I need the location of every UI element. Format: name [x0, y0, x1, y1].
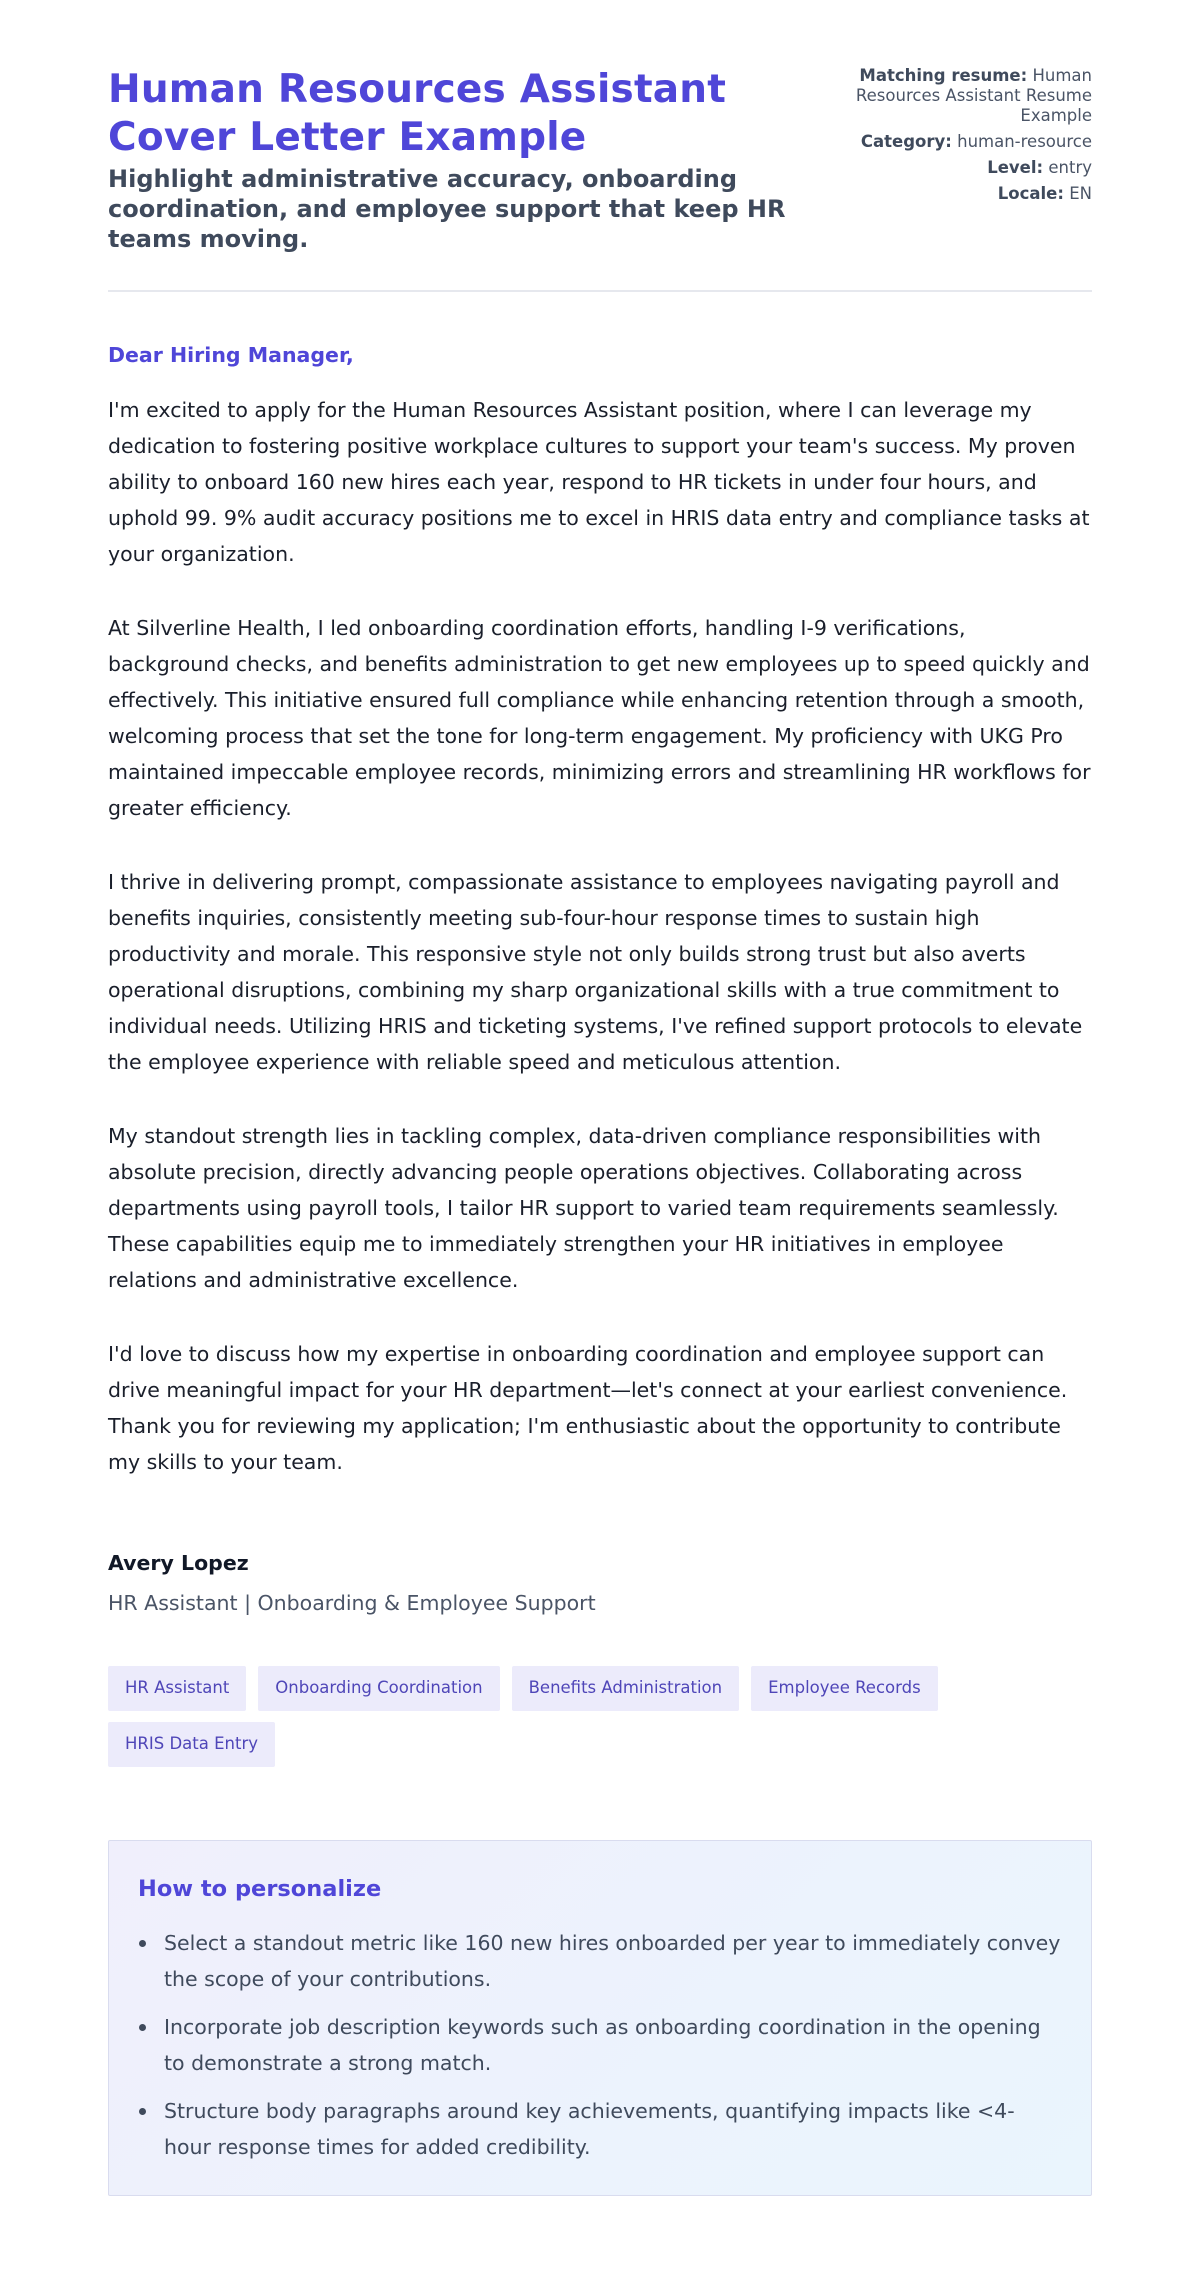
- bullet-icon: [139, 2024, 146, 2031]
- letter-paragraph: I'm excited to apply for the Human Resources Assistant position, where I can leverage my dedication to fostering positive workplace cultures to support your team's success. My proven ability to onboard 160 new hires each year, respond to HR tickets in under four hours, and uphold 99. 9% audit accuracy positions me to excel in HRIS data entry and compliance tasks at your organization.: [108, 398, 1090, 566]
- meta-matching-resume: [832, 66, 1092, 126]
- tip-item: [138, 1925, 1061, 1997]
- meta-category: [832, 132, 1092, 152]
- letter-paragraph: I'd love to discuss how my expertise in onboarding coordination and employee support can drive meaningful impact for your HR department—let's connect at your earliest convenience. Thank you for reviewing my application; I'm enthusiastic about the opportunity to contribute my skills to your team.: [108, 1342, 1068, 1474]
- personalize-panel: [108, 1840, 1092, 2196]
- meta-key: Level:: [987, 158, 1044, 177]
- meta-key: Matching resume:: [859, 66, 1028, 85]
- skill-tag: HR Assistant: [108, 1666, 246, 1711]
- letter: [108, 342, 1092, 1616]
- cover-letter-page: [108, 0, 1092, 2264]
- skill-tag: HRIS Data Entry: [108, 1722, 275, 1767]
- bullet-icon: [139, 2108, 146, 2115]
- page-header: [108, 66, 1092, 292]
- meta-locale: [832, 184, 1092, 204]
- letter-greeting: Dear Hiring Manager,: [108, 343, 354, 367]
- meta-value: entry: [1048, 158, 1092, 177]
- personalize-title: How to personalize: [138, 1876, 382, 1902]
- page-subtitle: Highlight administrative accuracy, onboarding coordination, and employee support that keep HR teams moving.: [108, 165, 786, 253]
- letter-body: [108, 392, 1092, 1480]
- skill-tag: Employee Records: [751, 1666, 938, 1711]
- signature-role: HR Assistant | Onboarding & Employee Support: [108, 1591, 596, 1615]
- personalize-tips: [138, 1925, 1061, 2165]
- tip-item: [138, 2093, 1061, 2165]
- meta-value: human-resource: [957, 132, 1092, 151]
- skill-tag: Benefits Administration: [512, 1666, 740, 1711]
- page-title: Human Resources Assistant Cover Letter Example: [108, 67, 727, 160]
- signature-name: Avery Lopez: [108, 1551, 249, 1575]
- tip-text: Incorporate job description keywords such as onboarding coordination in the opening to demonstrate a strong match.: [164, 2015, 1041, 2075]
- meta-level: [832, 158, 1092, 178]
- letter-paragraph: I thrive in delivering prompt, compassionate assistance to employees navigating payroll and benefits inquiries, consistently meeting sub-four-hour response times to sustain high productivity and morale. This responsive style not only builds strong trust but also averts operational disruptions, combining my sharp organizational skills with a true commitment to individual needs. Utilizing HRIS and ticketing systems, I've refined support protocols to elevate the employee experience with reliable speed and meticulous attention.: [108, 870, 1083, 1074]
- meta-key: Locale:: [997, 184, 1064, 203]
- meta-key: Category:: [860, 132, 952, 151]
- tip-text: Select a standout metric like 160 new hires onboarded per year to immediately convey the scope of your contributions.: [164, 1931, 1061, 1991]
- signature: [108, 1550, 1092, 1616]
- letter-paragraph: At Silverline Health, I led onboarding coordination efforts, handling I-9 verifications, background checks, and benefits administration to get new employees up to speed quickly and effectively. This initiative ensured full compliance while enhancing retention through a smooth, welcoming process that set the tone for long-term engagement. My proficiency with UKG Pro maintained impeccable employee records, minimizing errors and streamlining HR workflows for greater efficiency.: [108, 616, 1091, 820]
- meta-value: EN: [1069, 184, 1092, 203]
- letter-paragraph: My standout strength lies in tackling complex, data-driven compliance responsibilities with absolute precision, directly advancing people operations objectives. Collaborating across departments using payroll tools, I tailor HR support to varied team requirements seamlessly. These capabilities equip me to immediately strengthen your HR initiatives in employee relations and administrative excellence.: [108, 1124, 1059, 1292]
- meta-value: Human Resources Assistant Resume Example: [855, 66, 1092, 125]
- bullet-icon: [139, 1940, 146, 1947]
- meta-info: [832, 66, 1092, 210]
- tip-text: Structure body paragraphs around key achievements, quantifying impacts like <4-hour response times for added credibility.: [164, 2099, 1015, 2159]
- tip-item: [138, 2009, 1061, 2081]
- header-titles: [108, 66, 788, 254]
- skill-tag: Onboarding Coordination: [258, 1666, 499, 1711]
- skill-tags: [108, 1666, 1008, 1767]
